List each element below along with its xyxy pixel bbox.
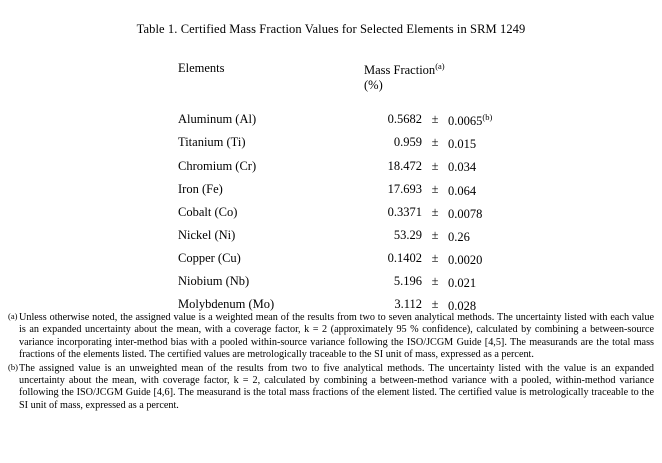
certified-values-table <box>178 61 528 318</box>
cell-uncertainty-value: 0.021 <box>448 276 477 291</box>
cell-plus-minus: ± <box>431 204 439 219</box>
table-row <box>178 109 528 132</box>
footnote-b-marker: (b) <box>8 361 18 372</box>
cell-element: Aluminum (Al) <box>178 112 257 127</box>
table-row <box>178 271 528 294</box>
cell-element: Iron (Fe) <box>178 181 223 196</box>
cell-value: 0.1402 <box>387 251 422 266</box>
cell-uncertainty-value: 0.26 <box>448 230 470 245</box>
cell-element: Chromium (Cr) <box>178 158 257 173</box>
cell-uncertainty <box>448 179 528 202</box>
table-row <box>178 132 528 155</box>
table-header <box>178 61 528 109</box>
column-header-mass-fraction-footnote-marker: (a) <box>435 61 445 71</box>
cell-value: 3.112 <box>394 297 422 312</box>
cell-value: 53.29 <box>393 228 422 243</box>
table-row <box>178 225 528 248</box>
column-header-units-blank <box>178 78 364 93</box>
column-header-units: (%) <box>364 78 383 93</box>
cell-plus-minus: ± <box>431 181 439 196</box>
cell-uncertainty <box>448 132 528 155</box>
cell-element: Titanium (Ti) <box>178 135 246 150</box>
cell-plus-minus: ± <box>431 135 439 150</box>
column-header-mass-fraction-label: Mass Fraction <box>364 63 436 78</box>
footnote-a-text: Unless otherwise noted, the assigned value is a weighted mean of the results from two to seven analytical methods. The uncertainty listed with each value is an expanded uncertainty about the mean, with a coverage factor, k = 2 (approximately 95 % confidence), calculated by combining a between-source variance incorporating inter-method bias with a pooled within-source variance following the ISO/JCGM Guide [4,5]. The measurands are the total mass fractions of the elements listed. The certified values are metrologically traceable to the SI unit of mass, expressed as a percent. <box>19 312 654 361</box>
column-header-mass-fraction <box>364 61 528 78</box>
table-row <box>178 202 528 225</box>
footnote-b <box>8 363 654 413</box>
table-row <box>178 155 528 178</box>
cell-value: 18.472 <box>387 158 422 173</box>
table-header-row <box>178 61 528 78</box>
cell-element: Niobium (Nb) <box>178 274 250 289</box>
cell-plus-minus: ± <box>431 228 439 243</box>
spacer-cell <box>178 93 528 109</box>
cell-uncertainty <box>448 202 528 225</box>
cell-uncertainty <box>448 271 528 294</box>
footnote-a-marker: (a) <box>8 311 18 321</box>
cell-element: Nickel (Ni) <box>178 228 236 243</box>
cell-element: Copper (Cu) <box>178 251 241 266</box>
cell-uncertainty <box>448 109 528 132</box>
cell-value: 5.196 <box>393 274 422 289</box>
table-row <box>178 179 528 202</box>
cell-uncertainty-value: 0.064 <box>448 183 477 198</box>
document-page <box>0 22 662 463</box>
cell-uncertainty-value: 0.034 <box>448 160 477 175</box>
cell-uncertainty-value: 0.015 <box>448 137 477 152</box>
table-row <box>178 248 528 271</box>
cell-plus-minus: ± <box>431 274 439 289</box>
table-body <box>178 109 528 317</box>
cell-uncertainty <box>448 155 528 178</box>
footnote-a <box>8 312 654 362</box>
cell-uncertainty-value: 0.0020 <box>448 253 483 268</box>
cell-value: 0.959 <box>393 135 422 150</box>
cell-plus-minus: ± <box>431 251 439 266</box>
cell-uncertainty <box>448 225 528 248</box>
cell-uncertainty <box>448 248 528 271</box>
cell-plus-minus: ± <box>431 112 439 127</box>
cell-value: 17.693 <box>387 181 422 196</box>
cell-uncertainty-value: 0.0078 <box>448 206 483 221</box>
footnote-b-text: The assigned value is an unweighted mean of the results from two to five analytical methods. The uncertainty listed with the value is an expanded uncertainty about the mean, with coverage factor, k = 2, calculated by combining a between-method variance with a pooled, within-method variance following the ISO/JCGM Guide [4,6]. The measurand is the total mass fractions of the element listed. The certified value is metrologically traceable to the SI unit of mass, expressed as a percent. <box>19 362 654 411</box>
cell-plus-minus: ± <box>431 158 439 173</box>
cell-uncertainty-value: 0.0065 <box>448 114 483 129</box>
column-header-elements: Elements <box>178 61 225 75</box>
table-header-spacer <box>178 93 528 109</box>
table-header-units-row <box>178 78 528 93</box>
cell-uncertainty-value: 0.028 <box>448 299 477 314</box>
cell-element: Cobalt (Co) <box>178 204 238 219</box>
footnotes-section <box>8 312 654 413</box>
cell-uncertainty-footnote-marker: (b) <box>482 112 493 123</box>
cell-value: 0.5682 <box>387 112 422 127</box>
cell-value: 0.3371 <box>387 204 422 219</box>
cell-plus-minus: ± <box>431 297 439 312</box>
cell-element: Molybdenum (Mo) <box>178 297 275 312</box>
certified-values-table-wrap <box>178 61 598 318</box>
table-caption: Table 1. Certified Mass Fraction Values for Selected Elements in SRM 1249 <box>136 22 526 36</box>
